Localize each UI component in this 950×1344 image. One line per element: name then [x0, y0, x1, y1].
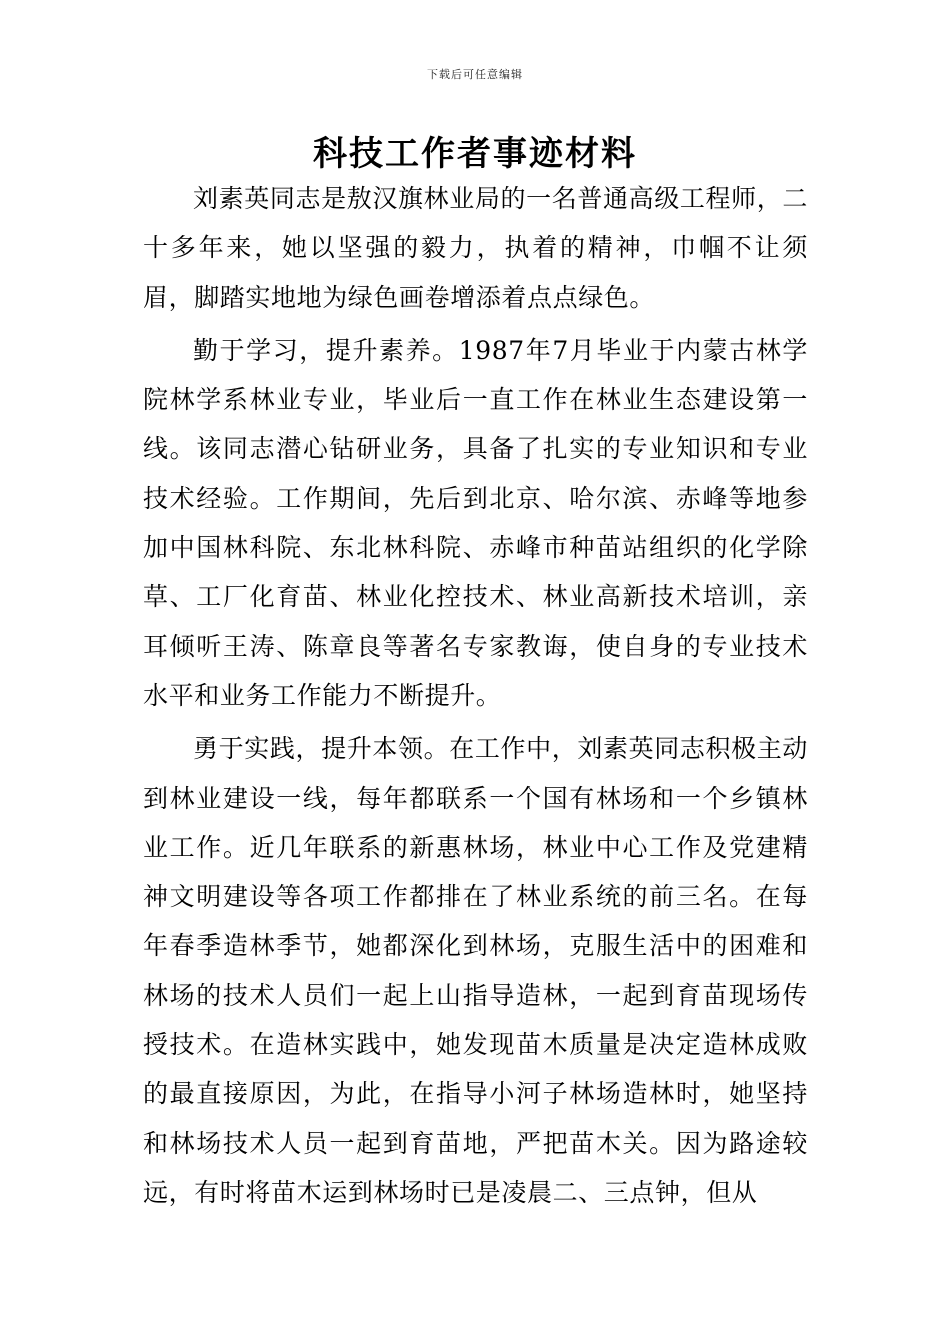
paragraph-study: 勤于学习，提升素养。1987年7月毕业于内蒙古林学院林学系林业专业，毕业后一直工作在林业生态建设第一线。该同志潜心钻研业务，具备了扎实的专业知识和专业技术经验。工作期间，先后到北京、哈尔滨、赤峰等地参加中国林科院、东北林科院、赤峰市种苗站组织的化学除草、工厂化育苗、林业化控技术、林业高新技术培训，亲耳倾听王涛、陈章良等著名专家教诲，使自身的专业技术水平和业务工作能力不断提升。	[143, 335, 808, 710]
header-note: 下载后可任意编辑	[427, 68, 523, 81]
paragraph-practice: 勇于实践，提升本领。在工作中，刘素英同志积极主动到林业建设一线，每年都联系一个国有林场和一个乡镇林业工作。近几年联系的新惠林场，林业中心工作及党建精神文明建设等各项工作都排在了林业系统的前三名。在每年春季造林季节，她都深化到林场，克服生活中的困难和林场的技术人员们一起上山指导造林，一起到育苗现场传授技术。在造林实践中，她发现苗木质量是决定造林成败的最直接原因，为此，在指导小河子林场造林时，她坚持和林场技术人员一起到育苗地，严把苗木关。因为路途较远，有时将苗木运到林场时已是凌晨二、三点钟，但从	[143, 734, 808, 1207]
document-title: 科技工作者事迹材料	[313, 134, 637, 174]
document-body	[143, 174, 808, 1217]
paragraph-intro: 刘素英同志是敖汉旗林业局的一名普通高级工程师，二十多年来，她以坚强的毅力，执着的精神，巾帼不让须眉，脚踏实地地为绿色画卷增添着点点绿色。	[143, 184, 808, 312]
